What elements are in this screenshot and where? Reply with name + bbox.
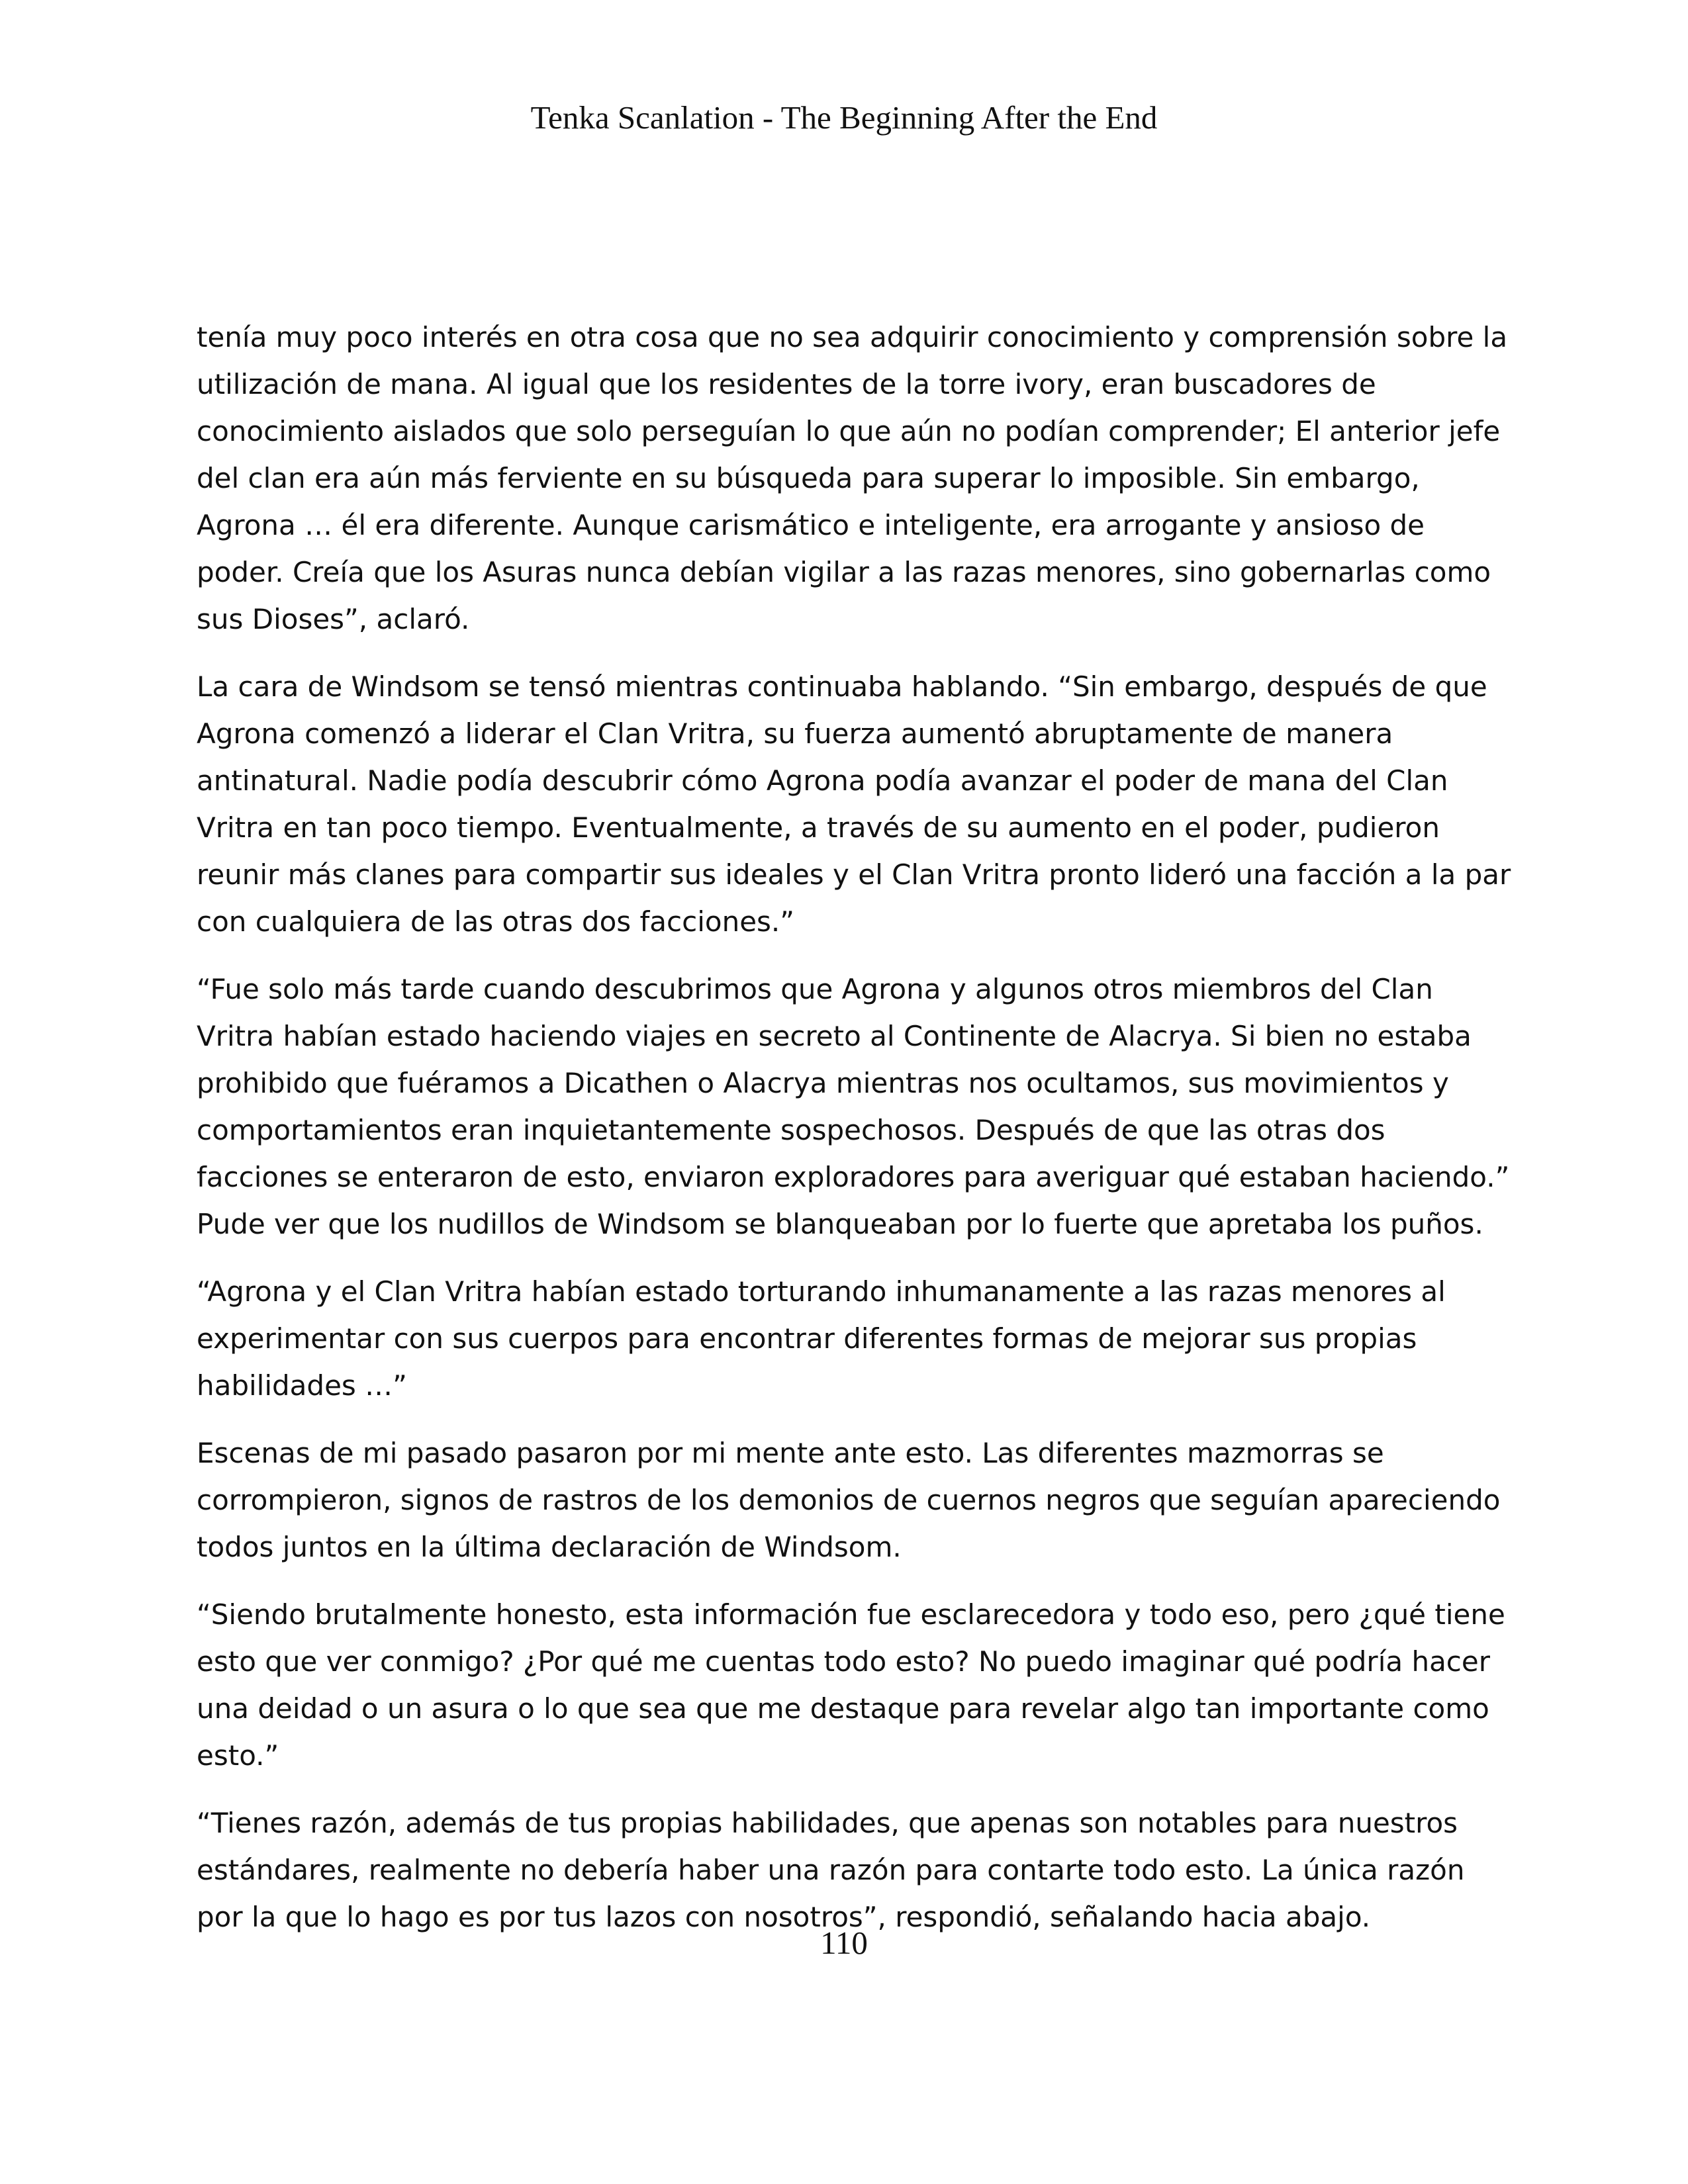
paragraph: “Tienes razón, además de tus propias habilidades, que apenas son notables para nuestros estándares, realmente no debería haber una razón para contarte todo esto. La única razón por la que lo hago es por tus lazos con nosotros”, respondió, señalando hacia abajo.: [197, 1807, 1465, 1933]
page-number: 110: [820, 1925, 868, 1961]
running-header: Tenka Scanlation - The Beginning After the End: [530, 99, 1158, 136]
paragraph: Escenas de mi pasado pasaron por mi mente ante esto. Las diferentes mazmorras se corrompieron, signos de rastros de los demonios de cuernos negros que seguían apareciendo todos juntos en la última declaración de Windsom.: [197, 1437, 1501, 1563]
paragraph: “Fue solo más tarde cuando descubrimos que Agrona y algunos otros miembros del Clan Vritra habían estado haciendo viajes en secreto al Continente de Alacrya. Si bien no estaba prohibido que fuéramos a Dicathen o Alacrya mientras nos ocultamos, sus movimientos y comportamientos eran inquietantemente sospechosos. Después de que las otras dos facciones se enteraron de esto, enviaron exploradores para averiguar qué estaban haciendo.” Pude ver que los nudillos de Windsom se blanqueaban por lo fuerte que apretaba los puños.: [197, 973, 1510, 1240]
paragraph: “Siendo brutalmente honesto, esta información fue esclarecedora y todo eso, pero ¿qué tiene esto que ver conmigo? ¿Por qué me cuentas todo esto? No puedo imaginar qué podría hacer una deidad o un asura o lo que sea que me destaque para revelar algo tan importante como esto.”: [197, 1598, 1505, 1772]
body-text: [197, 314, 1517, 1961]
paragraph: “Agrona y el Clan Vritra habían estado torturando inhumanamente a las razas menores al experimentar con sus cuerpos para encontrar diferentes formas de mejorar sus propias habilidades …”: [197, 1275, 1446, 1402]
paragraph: tenía muy poco interés en otra cosa que no sea adquirir conocimiento y comprensión sobre la utilización de mana. Al igual que los residentes de la torre ivory, eran buscadores de conocimiento aislados que solo perseguían lo que aún no podían comprender; El anterior jefe del clan era aún más ferviente en su búsqueda para superar lo imposible. Sin embargo, Agrona … él era diferente. Aunque carismático e inteligente, era arrogante y ansioso de poder. Creía que los Asuras nunca debían vigilar a las razas menores, sino gobernarlas como sus Dioses”, aclaró.: [197, 321, 1508, 635]
paragraph: La cara de Windsom se tensó mientras continuaba hablando. “Sin embargo, después de que Agrona comenzó a liderar el Clan Vritra, su fuerza aumentó abruptamente de manera antinatural. Nadie podía descubrir cómo Agrona podía avanzar el poder de mana del Clan Vritra en tan poco tiempo. Eventualmente, a través de su aumento en el poder, pudieron reunir más clanes para compartir sus ideales y el Clan Vritra pronto lideró una facción a la par con cualquiera de las otras dos facciones.”: [197, 670, 1511, 938]
